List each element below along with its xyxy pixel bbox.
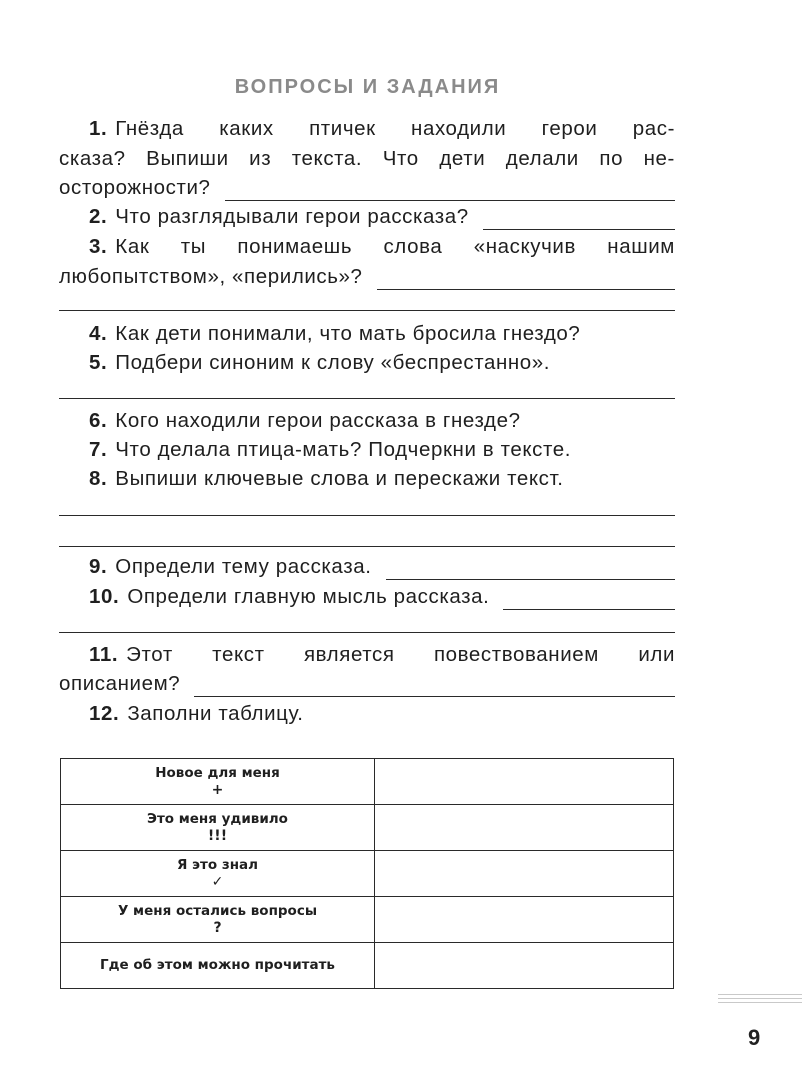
answer-line-3b[interactable]: [59, 310, 675, 311]
table-row-label: Это меня удивило !!!: [61, 805, 375, 851]
question-4: 4. Как дети понимали, что мать бросила гнездо?: [89, 322, 581, 345]
answer-line-5[interactable]: [59, 398, 675, 399]
table-row-label: Новое для меня +: [61, 759, 375, 805]
question-3-line-2: любопытством», «перились»?: [59, 262, 675, 292]
question-2: 2. Что разглядывали герои рассказа?: [59, 202, 675, 232]
table-row: [61, 897, 674, 943]
table-row-label: У меня остались вопросы ?: [61, 897, 375, 943]
plus-icon: +: [211, 782, 224, 798]
question-5: 5. Подбери синоним к слову «беспрестанно».: [89, 351, 551, 374]
question-6: 6. Кого находили герои рассказа в гнезде?: [89, 409, 521, 432]
question-12: 12. Заполни таблицу.: [89, 702, 304, 725]
question-3-line-1: 3. Как ты понимаешь слова «наскучив нашим: [89, 235, 675, 258]
question-1-number: 1.: [89, 117, 108, 140]
answer-line-9[interactable]: [386, 559, 675, 580]
question-1-line-3: осторожности?: [59, 173, 675, 203]
question-10: 10. Определи главную мысль рассказа.: [59, 582, 675, 612]
table-answer-cell[interactable]: [375, 943, 674, 989]
table-row: [61, 759, 674, 805]
decorative-lines: [718, 994, 802, 1008]
question-1-line-1: 1. Гнёзда каких птичек находили герои рас-: [89, 117, 675, 140]
exclamation-icon: !!!: [207, 828, 228, 844]
table-answer-cell[interactable]: [375, 759, 674, 805]
section-heading: ВОПРОСЫ И ЗАДАНИЯ: [234, 76, 501, 98]
question-8: 8. Выпиши ключевые слова и перескажи текст.: [89, 467, 564, 490]
table-answer-cell[interactable]: [375, 897, 674, 943]
table-answer-cell[interactable]: [375, 805, 674, 851]
answer-line-1[interactable]: [225, 180, 675, 201]
table-row: [61, 851, 674, 897]
table-row: [61, 943, 674, 989]
question-9: 9. Определи тему рассказа.: [59, 552, 675, 582]
answer-line-8a[interactable]: [59, 515, 675, 516]
table-row-label: Где об этом можно прочитать: [61, 943, 375, 989]
table-row: [61, 805, 674, 851]
question-11-line-2: описанием?: [59, 669, 675, 699]
checkmark-icon: ✓: [211, 874, 224, 890]
answer-line-8b[interactable]: [59, 546, 675, 547]
reflection-table: [60, 758, 674, 989]
answer-line-2[interactable]: [483, 209, 675, 230]
answer-line-10a[interactable]: [503, 589, 675, 610]
page-number: 9: [748, 1025, 761, 1050]
question-11-line-1: 11. Этот текст является повествованием или: [89, 643, 675, 666]
question-7: 7. Что делала птица-мать? Подчеркни в тексте.: [89, 438, 572, 461]
answer-line-10b[interactable]: [59, 632, 675, 633]
table-answer-cell[interactable]: [375, 851, 674, 897]
answer-line-11[interactable]: [194, 676, 675, 697]
answer-line-3a[interactable]: [377, 269, 675, 290]
question-1-line-2: сказа? Выпиши из текста. Что дети делали по не-: [59, 147, 675, 170]
table-row-label: Я это знал ✓: [61, 851, 375, 897]
question-mark-icon: ?: [213, 920, 222, 936]
